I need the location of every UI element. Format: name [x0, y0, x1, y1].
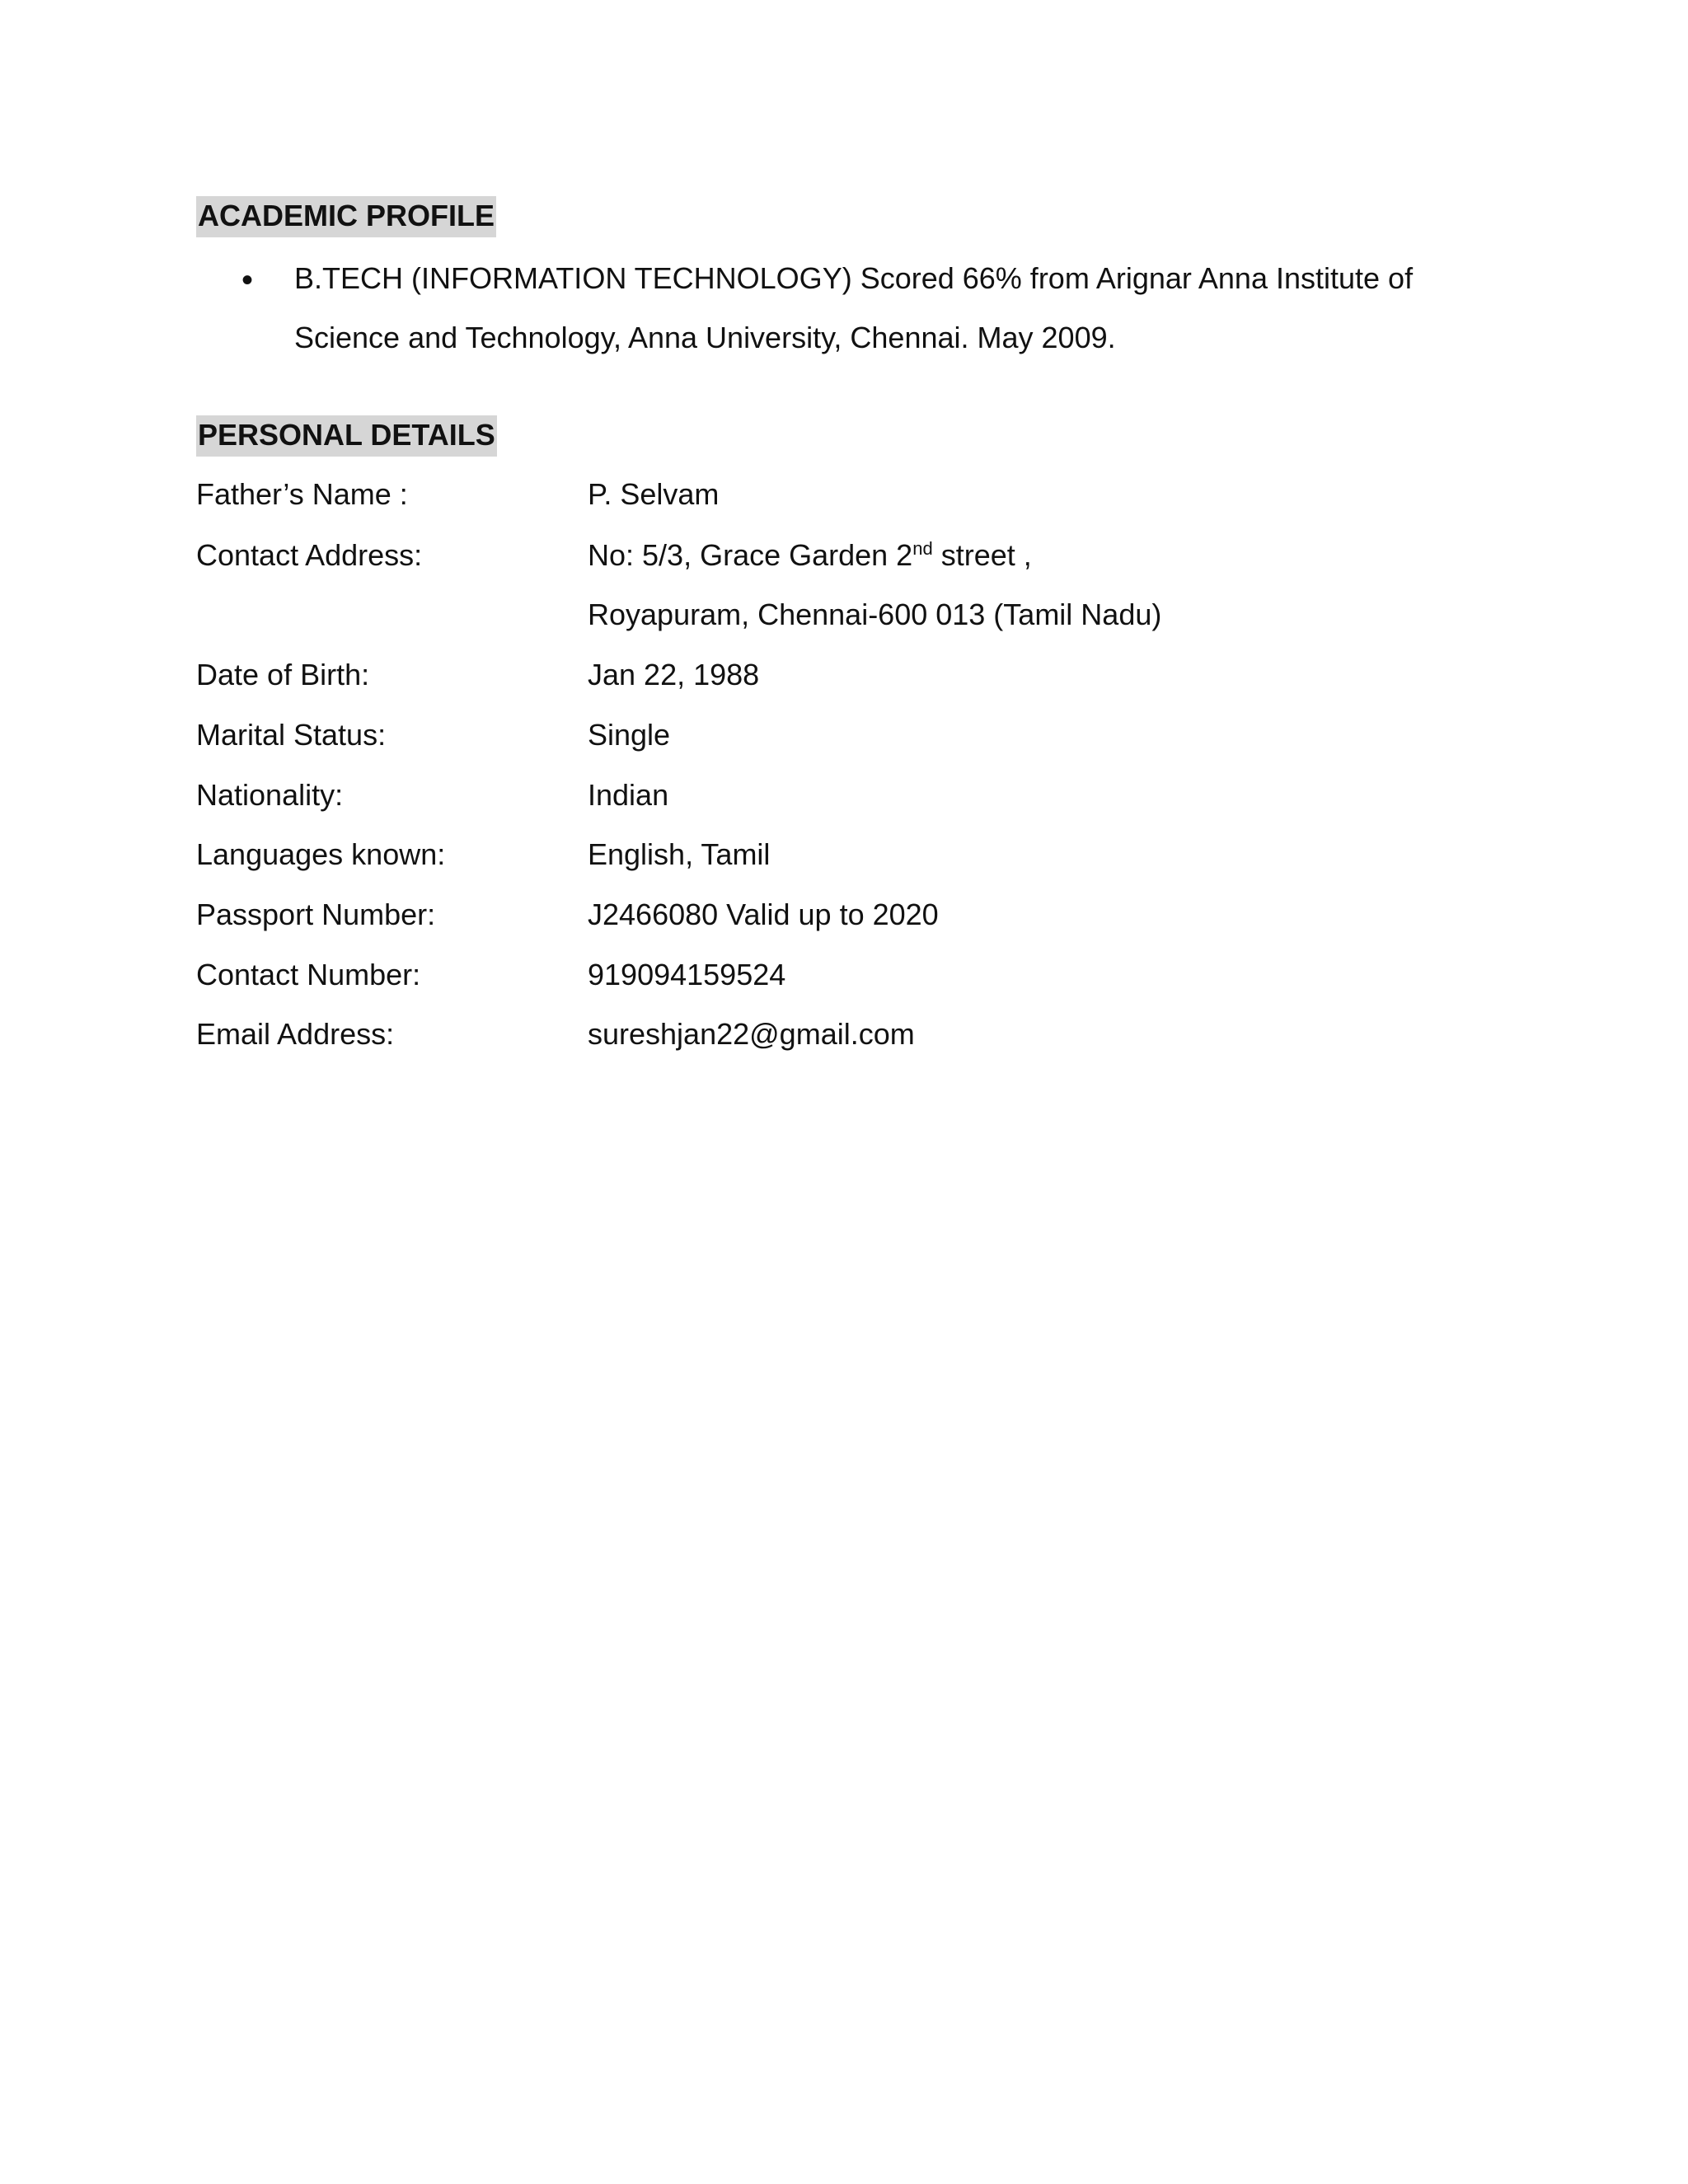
email-address-label: Email Address:	[196, 1017, 395, 1051]
academic-entry-line-1: B.TECH (INFORMATION TECHNOLOGY) Scored 66% from Arignar Anna Institute of	[294, 261, 1414, 295]
marital-status-label: Marital Status:	[196, 718, 387, 752]
languages-label: Languages known:	[196, 837, 446, 871]
dob-label: Date of Birth:	[196, 658, 370, 691]
passport-number-value: J2466080 Valid up to 2020	[588, 898, 939, 931]
languages-value: English, Tamil	[588, 837, 771, 871]
contact-address-label: Contact Address:	[196, 538, 423, 572]
nationality-label: Nationality:	[196, 778, 344, 812]
contact-address-line-2: Royapuram, Chennai-600 013 (Tamil Nadu)	[588, 598, 1162, 631]
contact-number-value: 919094159524	[588, 958, 786, 991]
academic-entry	[294, 249, 1448, 368]
email-address-value: sureshjan22@gmail.com	[588, 1017, 915, 1051]
contact-address-line-1-post: street ,	[932, 538, 1032, 572]
marital-status-value: Single	[588, 718, 671, 752]
contact-address-line-1-pre: No: 5/3, Grace Garden 2	[588, 538, 913, 572]
contact-address-line-1	[588, 537, 1032, 574]
academic-profile-heading: ACADEMIC PROFILE	[196, 196, 496, 237]
contact-number-label: Contact Number:	[196, 958, 421, 991]
academic-entry-line-2: Science and Technology, Anna University, Chennai. May 2009.	[294, 321, 1116, 354]
passport-number-label: Passport Number:	[196, 898, 436, 931]
contact-address-line-1-sup: nd	[912, 538, 933, 559]
bullet-icon: •	[241, 262, 254, 298]
personal-details-heading: PERSONAL DETAILS	[196, 415, 497, 457]
nationality-value: Indian	[588, 778, 669, 812]
dob-value: Jan 22, 1988	[588, 658, 760, 691]
fathers-name-label: Father’s Name :	[196, 477, 408, 511]
fathers-name-value: P. Selvam	[588, 477, 720, 511]
